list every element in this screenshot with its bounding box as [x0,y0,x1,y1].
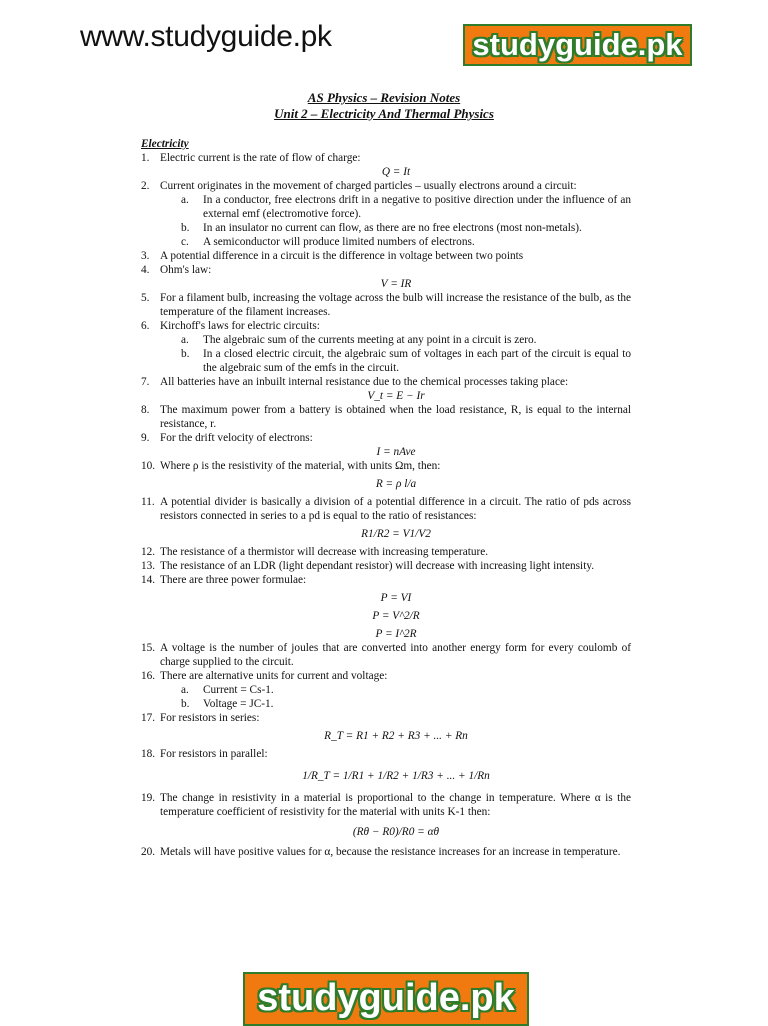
list-item: 2. Current originates in the movement of charged particles – usually electrons around a circuit: [141,179,631,193]
list-item: 14. There are three power formulae: [141,574,307,586]
sub-item: a. The algebraic sum of the currents meeting at any point in a circuit is zero. [181,334,537,346]
equation: R1/R2 = V1/V2 [361,528,431,540]
studyguide-logo-top[interactable]: studyguide.pk [463,24,692,66]
sub-item: b. Voltage = JC-1. [181,698,274,710]
list-item: 16. There are alternative units for current and voltage: [141,670,388,682]
equation: R = ρ l/a [375,478,417,490]
list-item: 18. For resistors in parallel: [141,748,268,760]
notes-content [141,137,631,859]
equation: V = IR [380,278,412,290]
list-item: 17. For resistors in series: [141,712,260,724]
equation: I = nAve [376,446,416,458]
site-url-header[interactable]: www.studyguide.pk [80,20,332,53]
list-item: 19. The change in resistivity in a material is proportional to the change in temperature. Where α is the temperature coefficient of resistivity for the material with units K-1 then: [141,792,631,818]
sub-item: b. In an insulator no current can flow, as there are no free electrons (most non-metals). [181,222,582,234]
item-text: Electric current is the rate of flow of charge: [160,152,361,164]
list-item: 7. All batteries have an inbuilt internal resistance due to the chemical processes taking place: [141,376,569,388]
list-item: 6. Kirchoff's laws for electric circuits: [141,320,320,332]
equation: R_T = R1 + R2 + R3 + ... + Rn [324,730,468,742]
list-item: 4. Ohm's law: [141,264,212,276]
document-subtitle: Unit 2 – Electricity And Thermal Physics [274,106,494,121]
document-titles [0,90,768,122]
sub-item: a. In a conductor, free electrons drift in a negative to positive direction under the influence of an external emf (electromotive force). [181,194,631,220]
list-item: 12. The resistance of a thermistor will decrease with increasing temperature. [141,546,489,558]
list-item: 13. The resistance of an LDR (light dependant resistor) will decrease with increasing light intensity. [141,560,595,572]
equation: P = I^2R [375,628,417,640]
sub-item: a. Current = Cs-1. [181,684,274,696]
item-text: Current originates in the movement of charged particles – usually electrons around a circuit: [160,180,577,192]
list-item: 20. Metals will have positive values for α, because the resistance increases for an increase in temperature. [141,846,621,858]
list-item: 10. Where ρ is the resistivity of the material, with units Ωm, then: [141,460,441,472]
list-item: 8. The maximum power from a battery is obtained when the load resistance, R, is equal to the internal resistance, r. [141,404,631,430]
list-item: 5. For a filament bulb, increasing the voltage across the bulb will increase the resistance of the bulb, as the temperature of the filament increases. [141,292,631,318]
equation: 1/R_T = 1/R1 + 1/R2 + 1/R3 + ... + 1/Rn [302,770,490,782]
studyguide-logo-bottom[interactable]: studyguide.pk [243,972,529,1026]
list-item: 11. A potential divider is basically a division of a potential difference in a circuit. The ratio of pds across resistors connected in series to a pd is equal to the ratio of resistances: [141,496,631,522]
list-item: 9. For the drift velocity of electrons: [141,432,313,444]
list-item: 3. A potential difference in a circuit is the difference in voltage between two points [141,250,524,262]
equation: V_t = E − Ir [367,390,425,402]
equation: P = VI [380,592,412,604]
section-heading: Electricity [141,138,189,150]
document-title: AS Physics – Revision Notes [307,90,461,105]
equation: P = V^2/R [372,610,420,622]
list-item: 1. Electric current is the rate of flow of charge: [141,151,631,165]
list-item: 15. A voltage is the number of joules that are converted into another energy form for every coulomb of charge supplied to the circuit. [141,642,631,668]
sub-item: c. A semiconductor will produce limited numbers of electrons. [181,236,475,248]
equation: Q = It [381,166,411,178]
sub-item: b. In a closed electric circuit, the algebraic sum of voltages in each part of the circuit is equal to the algebraic sum of the emfs in the circuit. [181,348,631,374]
equation: (Rθ − R0)/R0 = αθ [352,826,440,838]
